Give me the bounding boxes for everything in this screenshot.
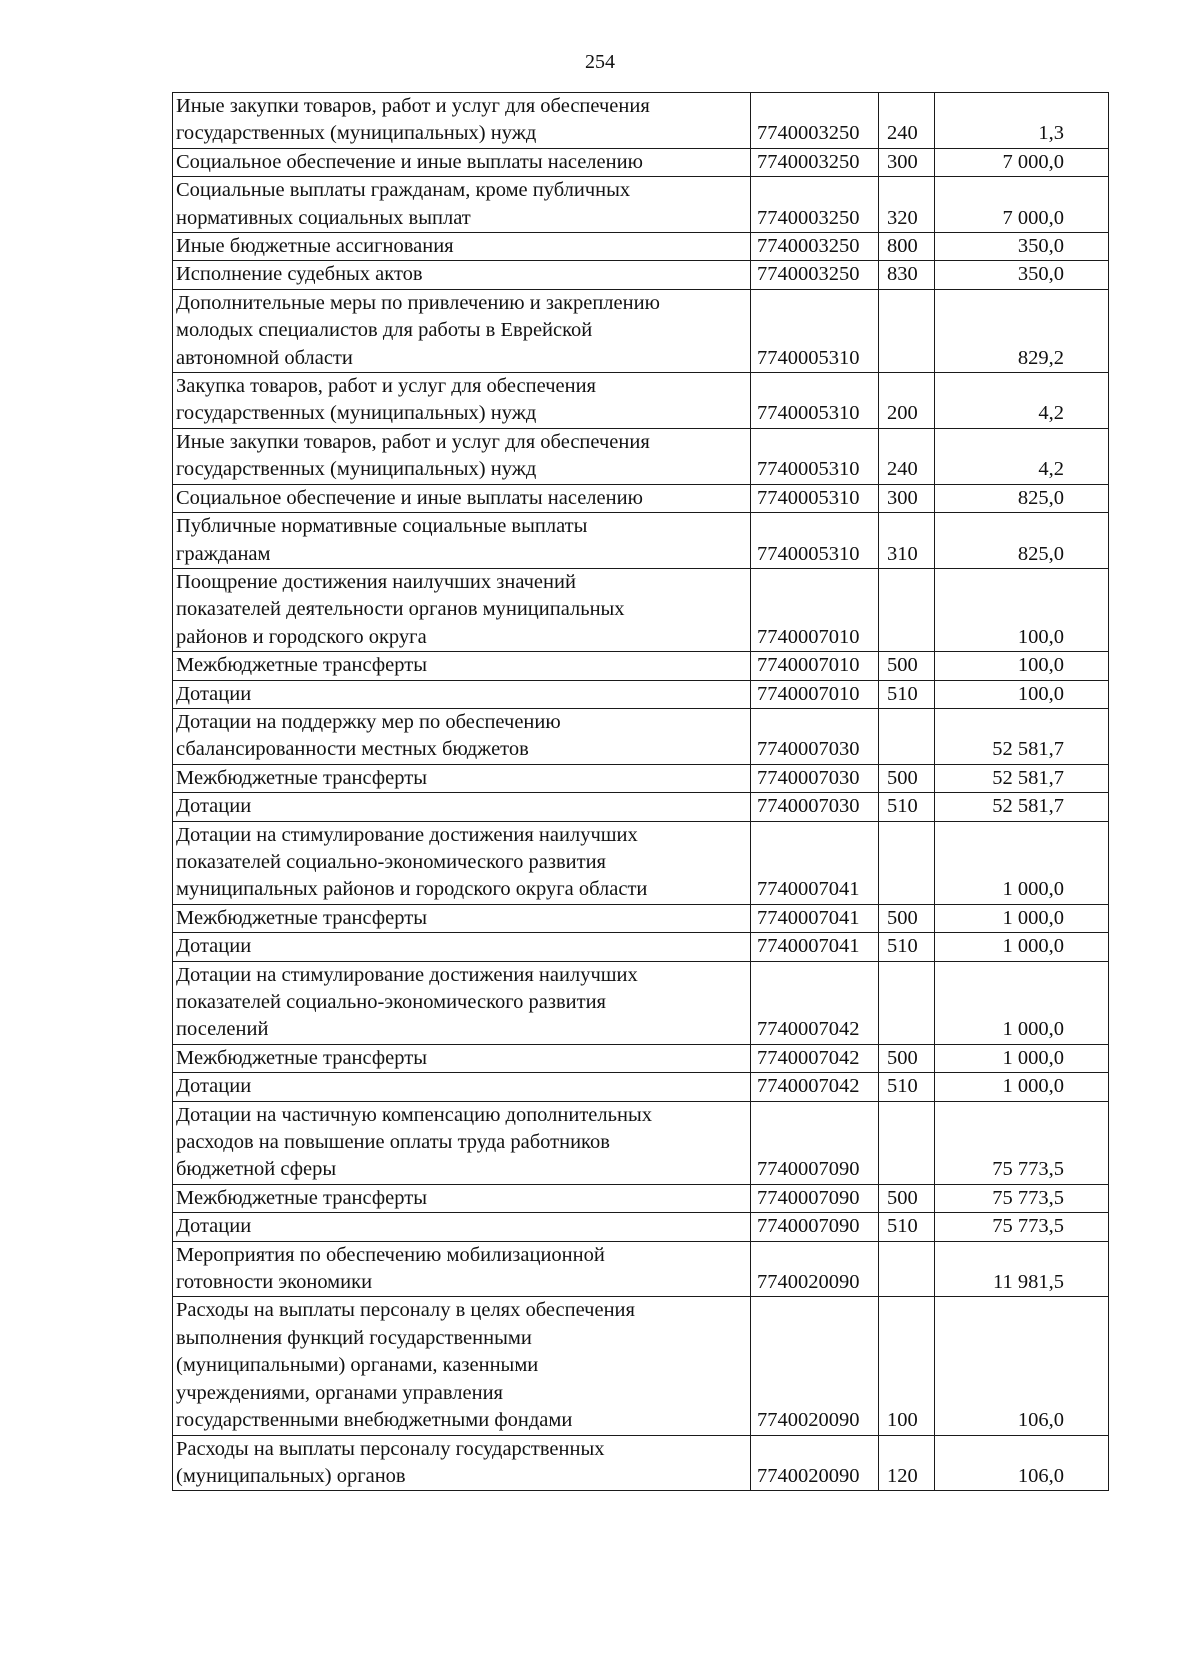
row-name-cell: Дотации — [173, 1073, 751, 1101]
table-row — [173, 261, 1109, 289]
row-expense-type-cell: 510 — [879, 1213, 935, 1241]
row-name-cell: Дотации — [173, 793, 751, 821]
row-amount-cell: 100,0 — [935, 568, 1109, 651]
row-expense-type-cell: 830 — [879, 261, 935, 289]
row-expense-type-cell: 320 — [879, 177, 935, 233]
row-csr-code-cell: 7740003250 — [751, 93, 879, 149]
row-amount-cell: 1,3 — [935, 93, 1109, 149]
row-expense-type-cell — [879, 1241, 935, 1297]
table-row — [173, 652, 1109, 680]
row-csr-code-cell: 7740007041 — [751, 821, 879, 904]
row-amount-cell: 106,0 — [935, 1297, 1109, 1435]
row-amount-cell: 829,2 — [935, 289, 1109, 372]
table-row — [173, 1101, 1109, 1184]
table-row — [173, 513, 1109, 569]
table-row — [173, 680, 1109, 708]
row-csr-code-cell: 7740007010 — [751, 652, 879, 680]
row-name-cell: Расходы на выплаты персоналу в целях обеспечения выполнения функций государственными (муниципальными) органами, казенными учреждениями, органами управления государственными внебюджетными фондами — [173, 1297, 751, 1435]
row-csr-code-cell: 7740007030 — [751, 764, 879, 792]
row-csr-code-cell: 7740007042 — [751, 961, 879, 1044]
row-amount-cell: 350,0 — [935, 261, 1109, 289]
table-row — [173, 821, 1109, 904]
row-amount-cell: 11 981,5 — [935, 1241, 1109, 1297]
row-amount-cell: 1 000,0 — [935, 904, 1109, 932]
table-row — [173, 961, 1109, 1044]
table-row — [173, 93, 1109, 149]
row-name-cell: Иные бюджетные ассигнования — [173, 233, 751, 261]
row-name-cell: Дотации на поддержку мер по обеспечению сбалансированности местных бюджетов — [173, 708, 751, 764]
row-name-cell: Межбюджетные трансферты — [173, 1044, 751, 1072]
row-amount-cell: 1 000,0 — [935, 961, 1109, 1044]
table-row — [173, 1435, 1109, 1491]
row-csr-code-cell: 7740007010 — [751, 680, 879, 708]
row-csr-code-cell: 7740005310 — [751, 373, 879, 429]
row-amount-cell: 825,0 — [935, 513, 1109, 569]
page-number: 254 — [585, 51, 615, 73]
row-amount-cell: 100,0 — [935, 652, 1109, 680]
row-amount-cell: 825,0 — [935, 484, 1109, 512]
row-expense-type-cell: 300 — [879, 148, 935, 176]
row-csr-code-cell: 7740003250 — [751, 177, 879, 233]
row-expense-type-cell — [879, 1101, 935, 1184]
row-name-cell: Дополнительные меры по привлечению и закреплению молодых специалистов для работы в Еврейской автономной области — [173, 289, 751, 372]
row-expense-type-cell: 500 — [879, 1044, 935, 1072]
row-expense-type-cell: 500 — [879, 904, 935, 932]
table-row — [173, 233, 1109, 261]
row-amount-cell: 1 000,0 — [935, 1073, 1109, 1101]
row-expense-type-cell: 120 — [879, 1435, 935, 1491]
table-row — [173, 1213, 1109, 1241]
row-name-cell: Межбюджетные трансферты — [173, 904, 751, 932]
row-name-cell: Дотации на стимулирование достижения наилучших показателей социально-экономического развития поселений — [173, 961, 751, 1044]
row-csr-code-cell: 7740007010 — [751, 568, 879, 651]
table-row — [173, 289, 1109, 372]
row-amount-cell: 75 773,5 — [935, 1101, 1109, 1184]
row-amount-cell: 100,0 — [935, 680, 1109, 708]
table-row — [173, 1241, 1109, 1297]
row-csr-code-cell: 7740020090 — [751, 1435, 879, 1491]
table-row — [173, 904, 1109, 932]
row-csr-code-cell: 7740020090 — [751, 1297, 879, 1435]
row-expense-type-cell: 240 — [879, 93, 935, 149]
row-name-cell: Дотации на стимулирование достижения наилучших показателей социально-экономического развития муниципальных районов и городского округа области — [173, 821, 751, 904]
row-expense-type-cell: 500 — [879, 764, 935, 792]
row-expense-type-cell: 240 — [879, 428, 935, 484]
row-csr-code-cell: 7740020090 — [751, 1241, 879, 1297]
row-csr-code-cell: 7740003250 — [751, 261, 879, 289]
row-expense-type-cell: 500 — [879, 1184, 935, 1212]
row-expense-type-cell: 800 — [879, 233, 935, 261]
row-csr-code-cell: 7740005310 — [751, 513, 879, 569]
table-row — [173, 428, 1109, 484]
row-name-cell: Межбюджетные трансферты — [173, 652, 751, 680]
table-row — [173, 484, 1109, 512]
budget-table — [172, 92, 1109, 1491]
table-row — [173, 1297, 1109, 1435]
row-csr-code-cell: 7740003250 — [751, 148, 879, 176]
table-row — [173, 793, 1109, 821]
row-csr-code-cell: 7740007042 — [751, 1073, 879, 1101]
row-name-cell: Социальные выплаты гражданам, кроме публичных нормативных социальных выплат — [173, 177, 751, 233]
row-amount-cell: 1 000,0 — [935, 821, 1109, 904]
row-amount-cell: 106,0 — [935, 1435, 1109, 1491]
row-expense-type-cell: 300 — [879, 484, 935, 512]
row-name-cell: Дотации на частичную компенсацию дополнительных расходов на повышение оплаты труда работников бюджетной сферы — [173, 1101, 751, 1184]
row-name-cell: Иные закупки товаров, работ и услуг для обеспечения государственных (муниципальных) нужд — [173, 93, 751, 149]
table-row — [173, 1073, 1109, 1101]
row-amount-cell: 75 773,5 — [935, 1184, 1109, 1212]
row-csr-code-cell: 7740007090 — [751, 1213, 879, 1241]
row-csr-code-cell: 7740007090 — [751, 1184, 879, 1212]
row-amount-cell: 350,0 — [935, 233, 1109, 261]
row-name-cell: Дотации — [173, 933, 751, 961]
row-expense-type-cell — [879, 568, 935, 651]
table-row — [173, 708, 1109, 764]
row-csr-code-cell: 7740005310 — [751, 484, 879, 512]
row-csr-code-cell: 7740007041 — [751, 904, 879, 932]
table-row — [173, 373, 1109, 429]
table-row — [173, 177, 1109, 233]
row-name-cell: Публичные нормативные социальные выплаты гражданам — [173, 513, 751, 569]
row-amount-cell: 7 000,0 — [935, 148, 1109, 176]
row-name-cell: Расходы на выплаты персоналу государственных (муниципальных) органов — [173, 1435, 751, 1491]
row-csr-code-cell: 7740005310 — [751, 289, 879, 372]
row-expense-type-cell: 510 — [879, 793, 935, 821]
row-expense-type-cell — [879, 289, 935, 372]
row-csr-code-cell: 7740003250 — [751, 233, 879, 261]
table-row — [173, 148, 1109, 176]
row-expense-type-cell: 510 — [879, 933, 935, 961]
row-name-cell: Социальное обеспечение и иные выплаты населению — [173, 484, 751, 512]
table-row — [173, 933, 1109, 961]
row-expense-type-cell: 100 — [879, 1297, 935, 1435]
row-csr-code-cell: 7740007030 — [751, 708, 879, 764]
table-row — [173, 568, 1109, 651]
row-amount-cell: 4,2 — [935, 373, 1109, 429]
row-csr-code-cell: 7740007030 — [751, 793, 879, 821]
table-row — [173, 1044, 1109, 1072]
row-name-cell: Дотации — [173, 1213, 751, 1241]
row-amount-cell: 75 773,5 — [935, 1213, 1109, 1241]
row-csr-code-cell: 7740007041 — [751, 933, 879, 961]
row-csr-code-cell: 7740007042 — [751, 1044, 879, 1072]
row-expense-type-cell: 200 — [879, 373, 935, 429]
row-name-cell: Закупка товаров, работ и услуг для обеспечения государственных (муниципальных) нужд — [173, 373, 751, 429]
row-expense-type-cell: 310 — [879, 513, 935, 569]
row-name-cell: Дотации — [173, 680, 751, 708]
row-expense-type-cell — [879, 821, 935, 904]
row-name-cell: Межбюджетные трансферты — [173, 764, 751, 792]
table-body — [173, 93, 1109, 1491]
table-row — [173, 1184, 1109, 1212]
row-name-cell: Социальное обеспечение и иные выплаты населению — [173, 148, 751, 176]
row-expense-type-cell: 500 — [879, 652, 935, 680]
row-expense-type-cell — [879, 708, 935, 764]
row-expense-type-cell: 510 — [879, 1073, 935, 1101]
row-amount-cell: 52 581,7 — [935, 793, 1109, 821]
row-amount-cell: 4,2 — [935, 428, 1109, 484]
row-expense-type-cell — [879, 961, 935, 1044]
row-name-cell: Межбюджетные трансферты — [173, 1184, 751, 1212]
row-name-cell: Мероприятия по обеспечению мобилизационной готовности экономики — [173, 1241, 751, 1297]
row-name-cell: Исполнение судебных актов — [173, 261, 751, 289]
row-expense-type-cell: 510 — [879, 680, 935, 708]
row-amount-cell: 52 581,7 — [935, 764, 1109, 792]
row-name-cell: Иные закупки товаров, работ и услуг для обеспечения государственных (муниципальных) нужд — [173, 428, 751, 484]
row-csr-code-cell: 7740005310 — [751, 428, 879, 484]
row-name-cell: Поощрение достижения наилучших значений показателей деятельности органов муниципальных районов и городского округа — [173, 568, 751, 651]
row-csr-code-cell: 7740007090 — [751, 1101, 879, 1184]
row-amount-cell: 1 000,0 — [935, 933, 1109, 961]
row-amount-cell: 1 000,0 — [935, 1044, 1109, 1072]
row-amount-cell: 7 000,0 — [935, 177, 1109, 233]
row-amount-cell: 52 581,7 — [935, 708, 1109, 764]
table-row — [173, 764, 1109, 792]
